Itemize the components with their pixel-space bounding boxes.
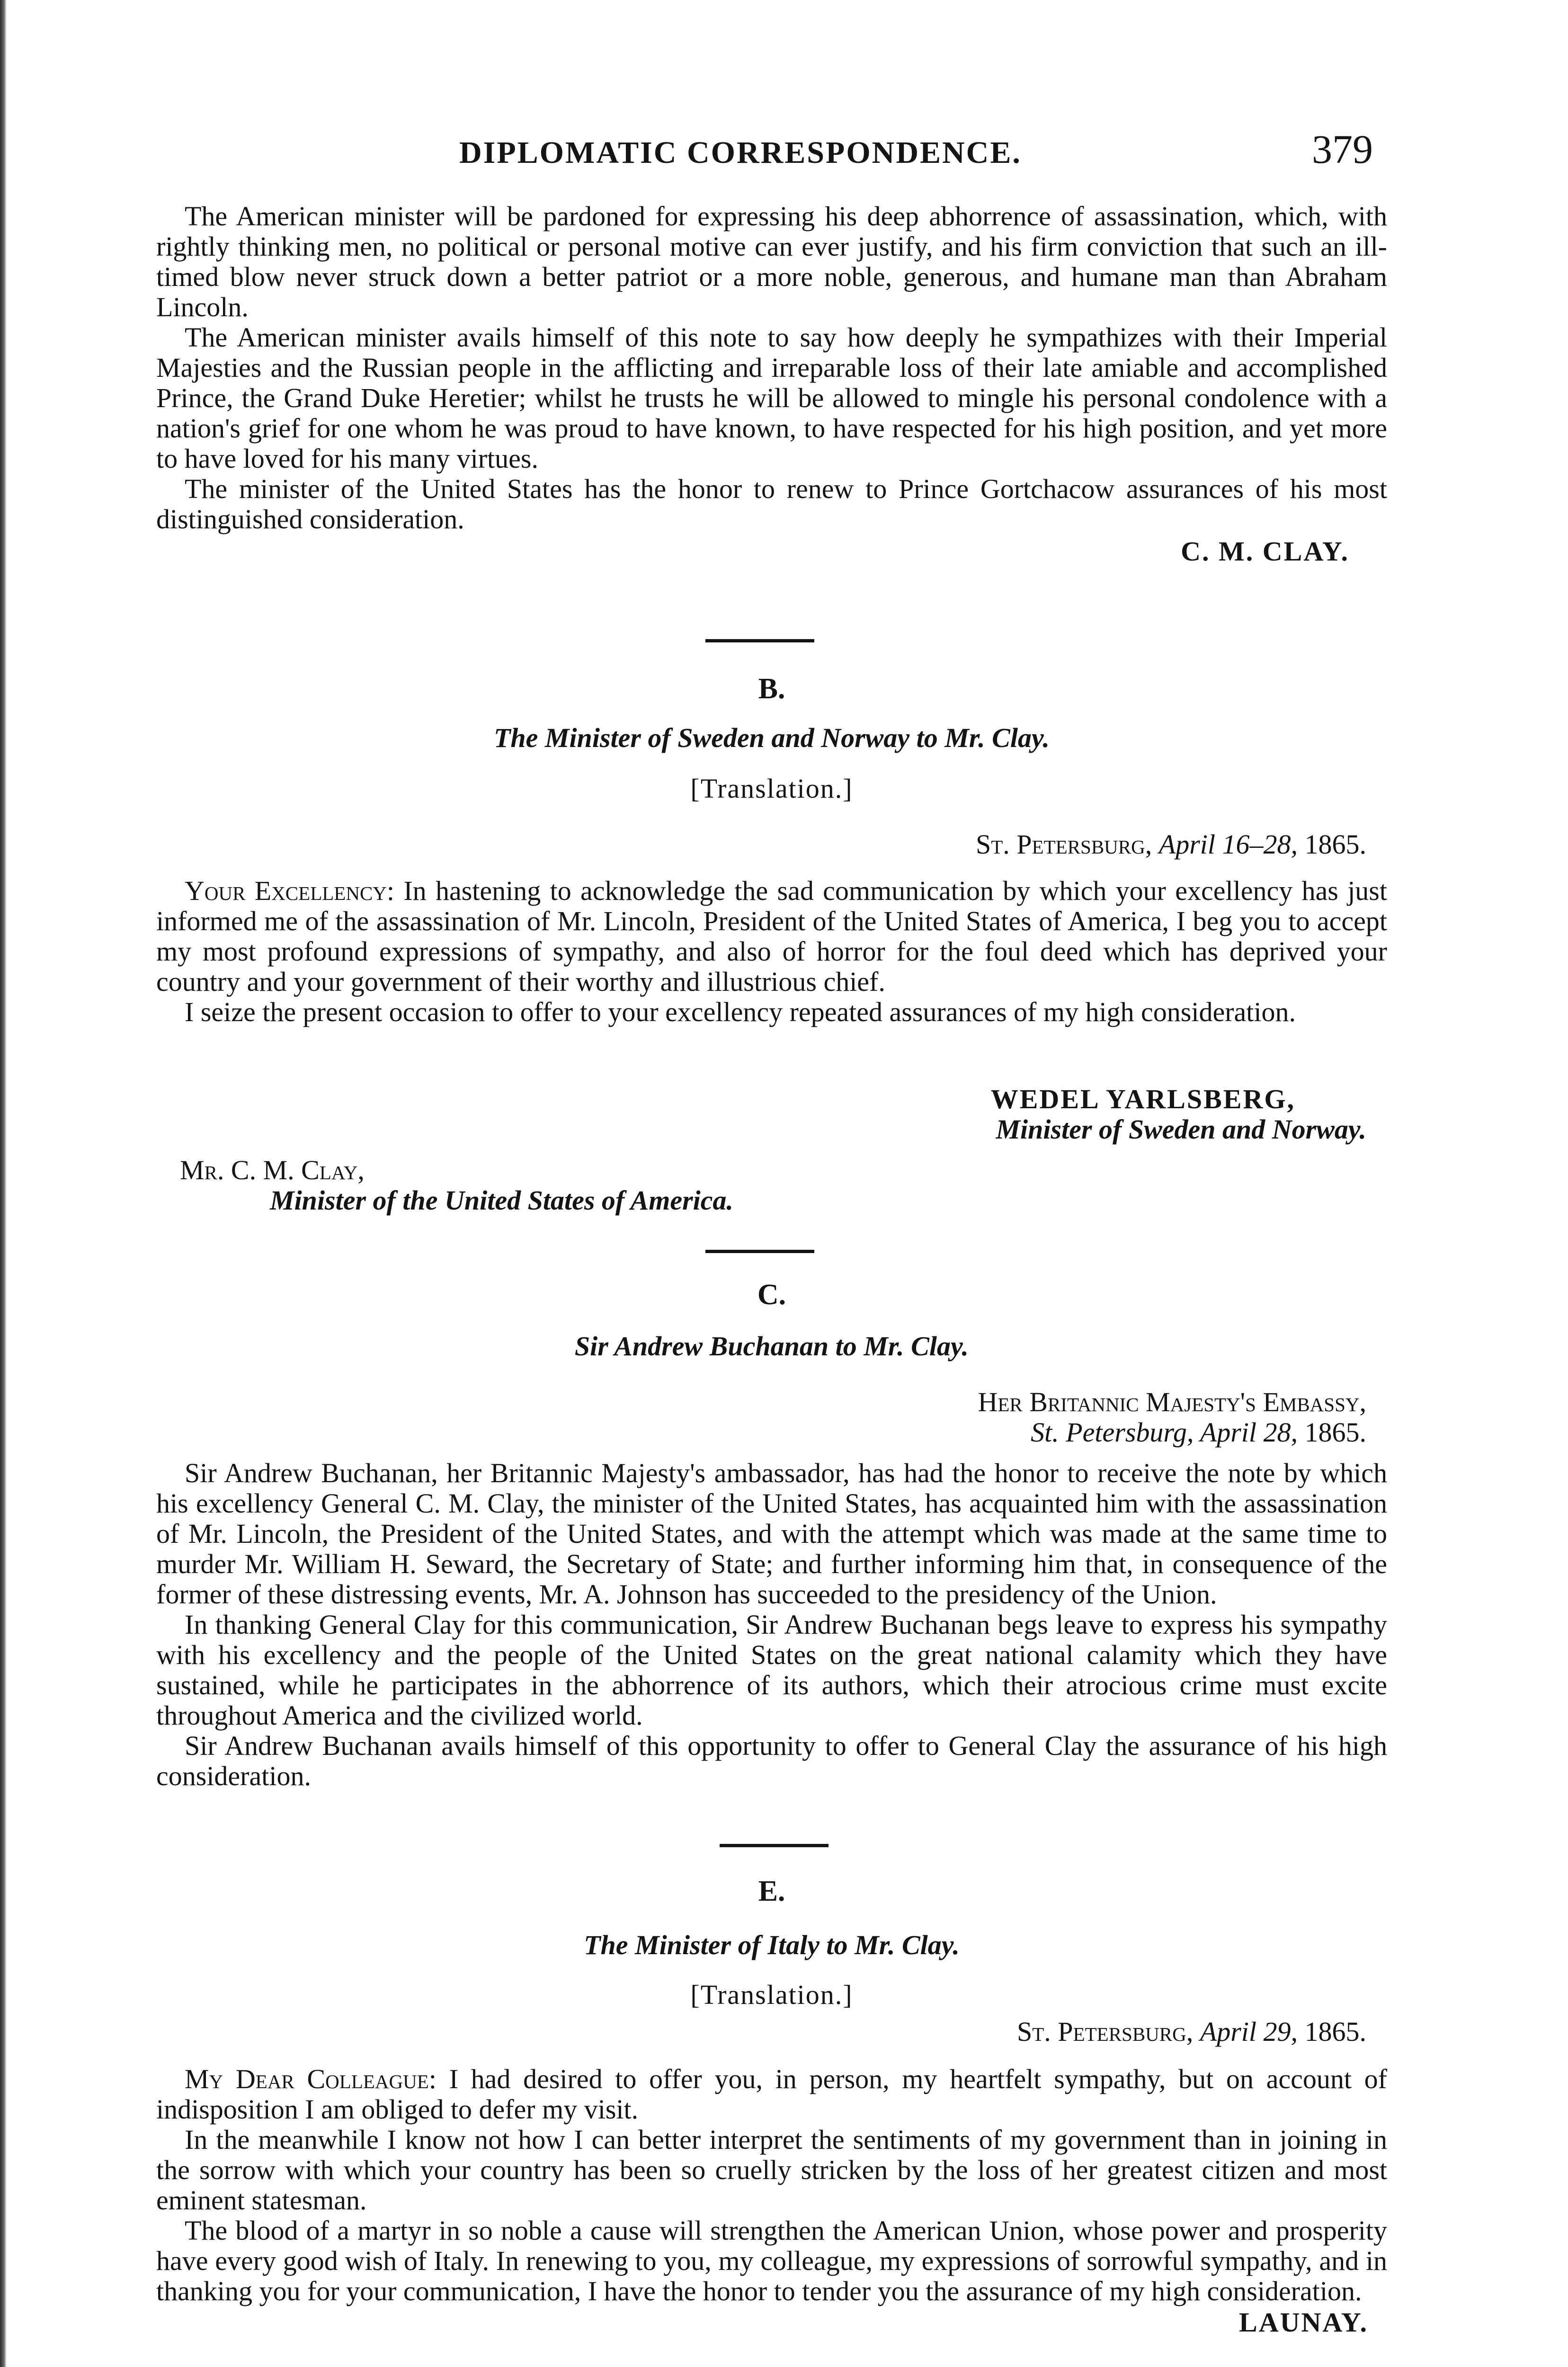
heading-year: 1865.: [1304, 1417, 1366, 1448]
dateline-year: 1865.: [1304, 2016, 1366, 2047]
page-header: [156, 121, 1373, 178]
letter-a-signature: C. M. CLAY.: [1181, 536, 1349, 567]
letter-b-translation-note: [Translation.]: [690, 773, 853, 804]
letter-c-heading: [978, 1387, 1367, 1448]
letter-e-paragraph: [156, 2064, 1387, 2125]
dateline-place: St. Petersburg,: [1017, 2016, 1194, 2047]
letter-b-paragraph: I seize the present occasion to offer to your excellency repeated assurances of my high consideration.: [185, 997, 1296, 1027]
letter-e-paragraph-text: I had desired to offer you, in person, my heartfelt sympathy, but on account of indisposition I am obliged to defer my visit.: [156, 2064, 1388, 2125]
letter-b-paragraph: [156, 876, 1387, 997]
letter-e-translation-note: [Translation.]: [690, 1979, 853, 2010]
section-divider: [705, 1250, 814, 1253]
signature-role: Minister of Sweden and Norway.: [996, 1114, 1366, 1145]
letter-a-paragraph: The American minister will be pardoned for expressing his deep abhorrence of assassination, which, with rightly thinking men, no political or personal motive can ever justify, and his firm conviction that such an ill-timed blow never struck down a better patriot or a more noble, generous, and humane man than Abraham Lincoln.: [156, 201, 1387, 322]
dateline-date: April 29,: [1200, 2016, 1298, 2047]
page-edge-shadow: [0, 0, 7, 2367]
letter-e-title: The Minister of Italy to Mr. Clay.: [584, 1930, 960, 1960]
letter-b-title: The Minister of Sweden and Norway to Mr. Clay.: [493, 722, 1050, 753]
letter-a-body: [156, 201, 1387, 567]
letter-b-letter: B.: [758, 673, 785, 705]
addressee-name: Mr. C. M. Clay,: [180, 1155, 365, 1185]
letter-b-salutation: Your Excellency:: [185, 875, 395, 906]
letter-c-letter: C.: [757, 1279, 786, 1311]
letter-b-dateline: [976, 829, 1366, 860]
heading-place: St. Petersburg, April 28,: [1031, 1417, 1298, 1448]
letter-c-paragraph: Sir Andrew Buchanan, her Britannic Majesty's ambassador, has had the honor to receive the note by which his excellency General C. M. Clay, the minister of the United States, has acquainted him with the assassination of Mr. Lincoln, the President of the United States, and with the attempt which was made at the same time to murder Mr. William H. Seward, the Secretary of State; and further informing him that, in consequence of the former of these distressing events, Mr. A. Johnson has succeeded to the presidency of the Union.: [156, 1458, 1387, 1610]
addressee-role: Minister of the United States of America.: [270, 1185, 734, 1216]
letter-e-paragraph: The blood of a martyr in so noble a cause will strengthen the American Union, whose power and prosperity have every good wish of Italy. In renewing to you, my colleague, my expressions of sorrowful sympathy, and in thanking you for your communication, I have the honor to tender you the assurance of my high consideration.: [156, 2215, 1387, 2306]
dateline-year: 1865.: [1304, 829, 1366, 860]
letter-e-paragraph: In the meanwhile I know not how I can better interpret the sentiments of my government than in joining in the sorrow with which your country has been so cruelly stricken by the loss of her greatest citizen and most eminent statesman.: [156, 2124, 1387, 2216]
letter-e-salutation: My Dear Colleague:: [185, 2064, 437, 2094]
running-head: DIPLOMATIC CORRESPONDENCE.: [459, 135, 1022, 170]
letter-e-dateline: [1017, 2017, 1366, 2047]
letter-c-title: Sir Andrew Buchanan to Mr. Clay.: [574, 1331, 969, 1361]
letter-c-paragraph: In thanking General Clay for this communication, Sir Andrew Buchanan begs leave to express his sympathy with his excellency and the people of the United States on the great national calamity which they have sustained, while he participates in the abhorrence of its authors, which their atrocious crime must excite throughout America and the civilized world.: [156, 1609, 1387, 1731]
signature-name: WEDEL YARLSBERG,: [990, 1084, 1295, 1114]
letter-b-addressee: [180, 1155, 1127, 1216]
letter-c-body: [156, 1458, 1387, 1791]
letter-e-letter: E.: [758, 1875, 785, 1907]
letter-b-body: [156, 876, 1387, 1027]
section-divider: [720, 1844, 829, 1847]
letter-e-body: [156, 2064, 1387, 2338]
page-number: 379: [1312, 126, 1373, 172]
letter-a-paragraph: The minister of the United States has the honor to renew to Prince Gortchacow assurances of his most distinguished consideration.: [156, 473, 1387, 534]
letter-c-paragraph: Sir Andrew Buchanan avails himself of this opportunity to offer to General Clay the assurance of his high consideration.: [156, 1730, 1387, 1791]
section-divider: [705, 639, 814, 642]
letter-a-paragraph: The American minister avails himself of this note to say how deeply he sympathizes with their Imperial Majesties and the Russian people in the afflicting and irreparable loss of their late amiable and accomplished Prince, the Grand Duke Heretier; whilst he trusts he will be allowed to mingle his personal condolence with a nation's grief for one whom he was proud to have known, to have respected for his high position, and yet more to have loved for his many virtues.: [156, 322, 1387, 474]
letter-b-paragraph-text: In hastening to acknowledge the sad communication by which your excellency has just informed me of the assassination of Mr. Lincoln, President of the United States of America, I beg you to accept my most profound expressions of sympathy, and also of horror for the foul deed which has deprived your country and your government of their worthy and illustrious chief.: [156, 875, 1387, 997]
heading-place-line: [978, 1417, 1367, 1448]
dateline-date: April 16–28,: [1158, 829, 1298, 860]
letter-b-signature: [991, 1084, 1366, 1145]
dateline-place: St. Petersburg,: [976, 829, 1152, 860]
letter-e-signature: LAUNAY.: [1239, 2307, 1368, 2338]
heading-office: Her Britannic Majesty's Embassy,: [978, 1387, 1366, 1417]
